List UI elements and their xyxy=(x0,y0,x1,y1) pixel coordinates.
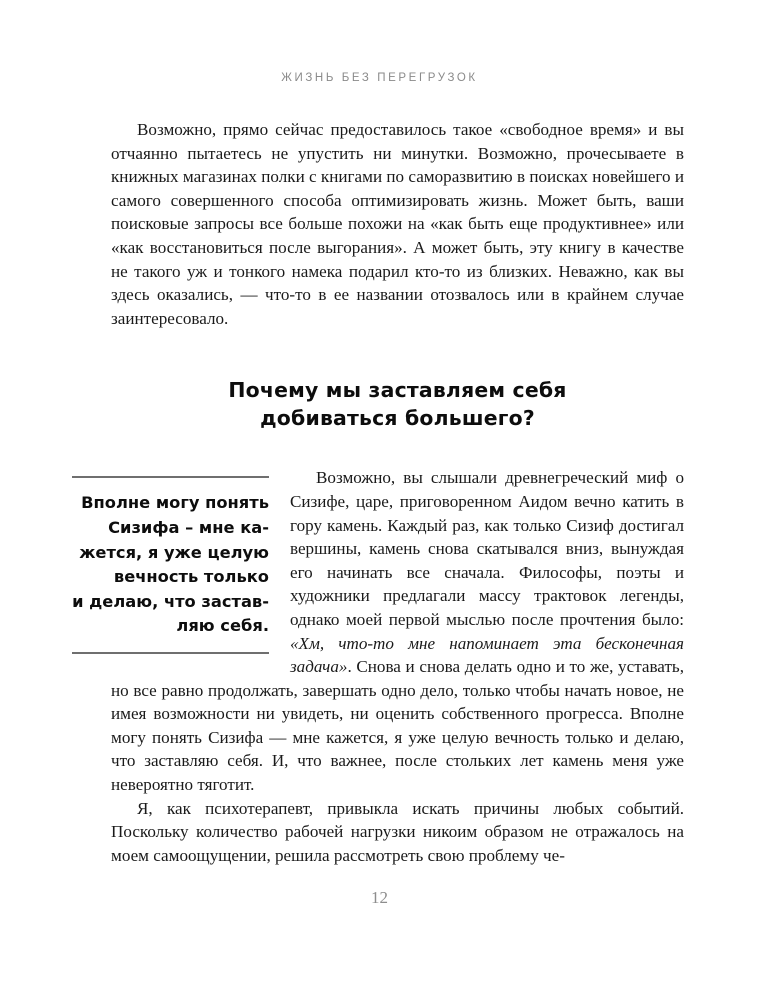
pull-quote-line-1: Вполне могу понять xyxy=(81,493,269,513)
spacer-before-heading xyxy=(111,330,684,376)
pull-quote xyxy=(72,476,269,654)
sisyphus-italic-quote: «Хм, что-то мне напоминает эта бесконечная задача» xyxy=(290,633,684,677)
sisyphus-block xyxy=(72,466,684,796)
pull-quote-line-4: вечность только xyxy=(113,567,269,587)
paragraph-therapist: Я, как психотерапевт, привыкла искать причины любых событий. Поскольку количество рабочей нагрузки никоим образом не отражалось на моем самоощущении, решила рассмотреть свою проблему че- xyxy=(111,798,684,865)
pull-quote-line-2: Сизифа – мне ка- xyxy=(108,517,269,537)
section-heading-line-1: Почему мы заставляем себя xyxy=(228,378,567,403)
running-header: ЖИЗНЬ БЕЗ ПЕРЕГРУЗОК xyxy=(281,72,478,84)
page-content xyxy=(72,118,684,867)
pull-quote-line-5: и делаю, что застав- xyxy=(72,591,269,611)
section-heading xyxy=(111,376,684,432)
paragraph-intro: Возможно, прямо сейчас предоставилось такое «свободное время» и вы отчаянно пытаетесь не упустить ни минутки. Возможно, прочесываете в книжных магазинах полки с книгами по саморазвитию в поисках новейшего и самого совершенного способа оптимизировать жизнь. Может быть, ваши поисковые запросы все больше похожи на «как быть еще продуктивнее» или «как восстановиться после выгорания». А может быть, эту книгу в качестве не такого уж и тонкого намека подарил кто-то из близких. Неважно, как вы здесь оказались, — что-то в ее названии отозвалось или в крайнем случае заинтересовало. xyxy=(111,120,684,328)
pull-quote-text xyxy=(72,478,269,652)
spacer-after-heading xyxy=(111,432,684,466)
pull-quote-line-3: жется, я уже целую xyxy=(79,542,269,562)
pull-quote-rule-bottom xyxy=(72,652,269,654)
sisyphus-text-part-1: Возможно, вы слышали древнегреческий миф о Сизифе, царе, приговоренном Аидом вечно катить в гору камень. Каждый раз, как только Сизиф достигал вершины, камень снова скатывался вниз, вынуждая его начинать все сначала. Философы, поэты и художники предлагали массу трактовок легенды, однако моей первой мыслью после прочтения было: xyxy=(290,468,684,629)
pull-quote-line-6: ляю себя. xyxy=(176,616,269,636)
section-heading-line-2: добиваться большего? xyxy=(260,406,535,431)
sisyphus-text-part-2: . Снова и снова делать одно и то же, уставать, но все равно продолжать, завершать одно дело, только чтобы начать новое, не имея возможности ни увидеть, ни оценить собственного прогресса. Вполне могу понять Сизифа — мне кажется, я уже целую вечность только и делаю, что заставляю себя. И, что важнее, после стольких лет камень меня уже невероятно тяготит. xyxy=(111,657,684,795)
page-number: 12 xyxy=(371,888,388,907)
